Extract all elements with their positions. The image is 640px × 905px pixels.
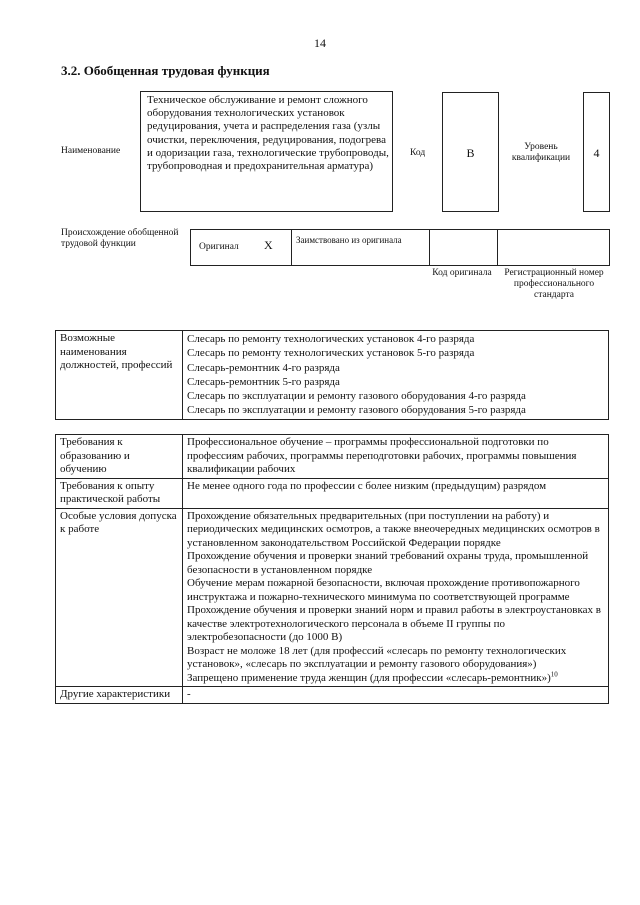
- origin-box: [190, 229, 610, 266]
- reg-caption: Регистрационный номер профессионального стандарта: [504, 268, 604, 300]
- special-item: Прохождение обучения и проверки знаний норм и правил работы в электроустановках в качестве электротехнологического персонала в объеме II группы по электробезопасности (до 1000 В): [187, 604, 601, 643]
- name-label: Наименование: [61, 146, 121, 156]
- position-item: Слесарь-ремонтник 5-го разряда: [187, 375, 340, 388]
- other-value: -: [183, 687, 609, 704]
- special-item: Обучение мерам пожарной безопасности, включая прохождение противопожарного инструктажа и пожарно-технического минимума по соответствующей программе: [187, 577, 580, 603]
- position-item: Слесарь по эксплуатации и ремонту газового оборудования 4-го разряда: [187, 390, 526, 403]
- education-value: Профессиональное обучение – программы профессиональной подготовки по профессиям рабочих, программы переподготовки рабочих, программы повышения квалификации рабочих: [183, 435, 609, 479]
- positions-list: [183, 331, 609, 420]
- code-value: B: [442, 92, 499, 212]
- position-item: Слесарь-ремонтник 4-го разряда: [187, 361, 340, 374]
- positions-label: Возможные наименования должностей, профессий: [56, 331, 183, 420]
- level-label: Уровень квалификации: [511, 142, 571, 163]
- name-value: Техническое обслуживание и ремонт сложного оборудования технологических установок редуцирования, учета и распределения газа (узлы очистки, переключения, редуцирования, подогрева и одоризации газа, технологические трубопроводы, трубопроводная и предохранительная арматура): [147, 94, 389, 173]
- experience-label: Требования к опыту практической работы: [56, 478, 183, 508]
- education-label: Требования к образованию и обучению: [56, 435, 183, 479]
- position-item: Слесарь по эксплуатации и ремонту газового оборудования 5-го разряда: [187, 404, 526, 417]
- experience-value: Не менее одного года по профессии с более низким (предыдущим) разрядом: [183, 478, 609, 508]
- special-label: Особые условия допуска к работе: [56, 508, 183, 687]
- position-item: Слесарь по ремонту технологических установок 5-го разряда: [187, 347, 475, 360]
- special-item-last: [187, 669, 604, 686]
- level-value: 4: [583, 92, 610, 212]
- special-item: Прохождение обучения и проверки знаний требований охраны труда, промышленной безопасности в установленном порядке: [187, 550, 589, 576]
- requirements-table: [55, 434, 609, 704]
- special-item: Запрещено применение труда женщин (для профессии «слесарь-ремонтник»): [187, 671, 551, 684]
- special-item: Прохождение обязательных предварительных (при поступлении на работу) и периодических медицинских осмотров, а также внеочередных медицинских осмотров в установленном законодательством Российской Федерации порядке: [187, 509, 600, 549]
- section-title: 3.2. Обобщенная трудовая функция: [61, 63, 270, 78]
- original-label: Оригинал: [199, 242, 239, 252]
- name-value-box: [140, 91, 393, 212]
- code-caption: Код оригинала: [432, 268, 492, 278]
- other-label: Другие характеристики: [56, 687, 183, 704]
- special-list: [183, 508, 609, 687]
- code-label: Код: [410, 148, 426, 158]
- original-mark: X: [264, 238, 273, 252]
- origin-label: Происхождение обобщенной трудовой функции: [61, 228, 179, 249]
- position-item: Слесарь по ремонту технологических установок 4-го разряда: [187, 333, 475, 345]
- origin-divider-2: [429, 229, 430, 266]
- origin-divider-3: [497, 229, 498, 266]
- borrowed-label: Заимствовано из оригинала: [296, 235, 402, 245]
- positions-table: [55, 330, 609, 420]
- origin-divider-1: [291, 229, 292, 266]
- page-number: 14: [314, 36, 326, 50]
- footnote-mark: 10: [550, 669, 558, 678]
- special-item: Возраст не моложе 18 лет (для профессий «слесарь по ремонту технологических установок», «слесарь по эксплуатации и ремонту газового оборудования»): [187, 644, 567, 670]
